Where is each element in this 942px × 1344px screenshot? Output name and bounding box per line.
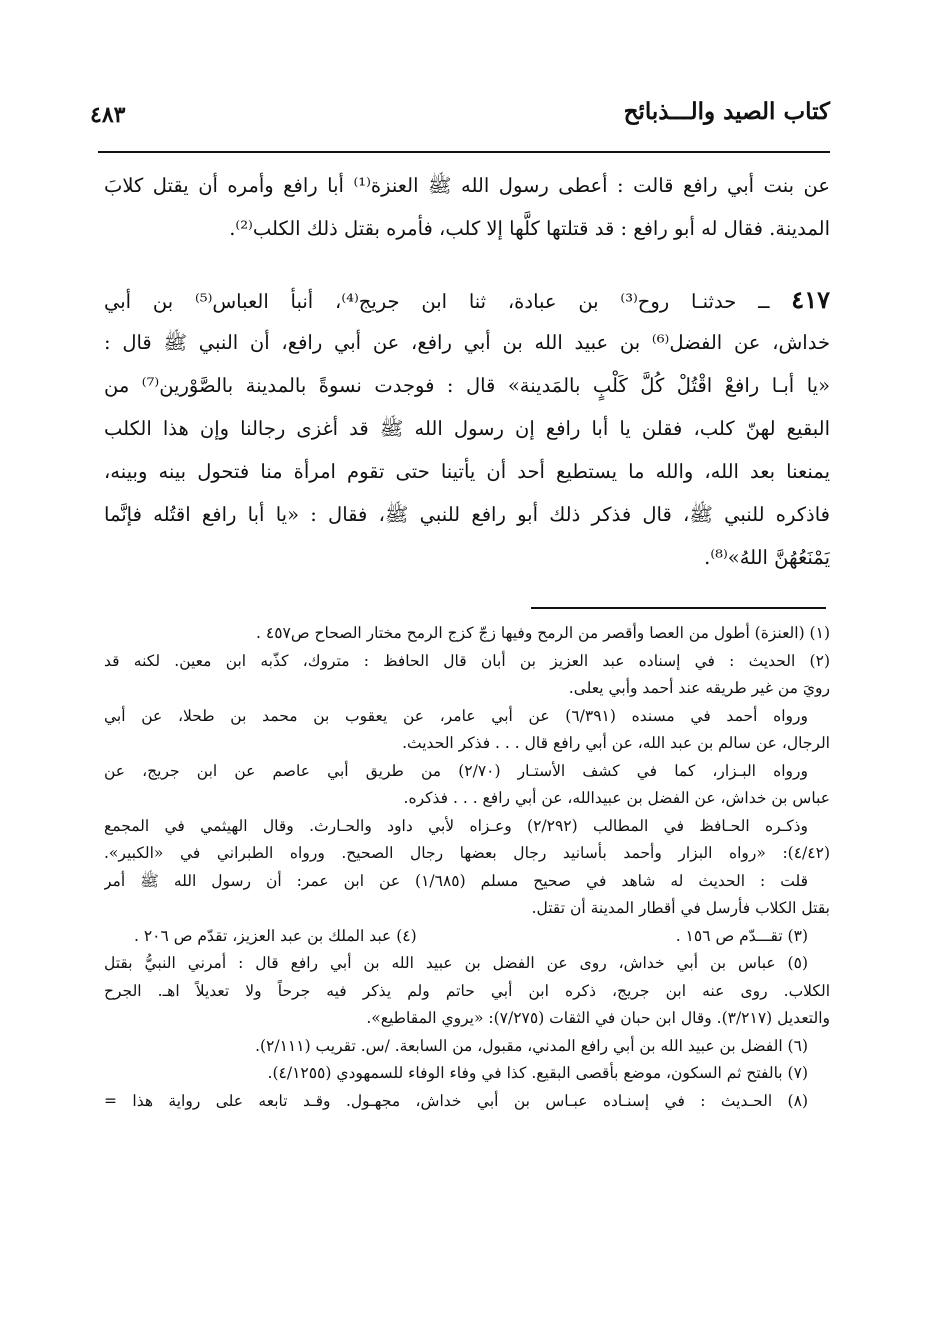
footnote-line: (٥) عباس بن أبي خداش، روى عن الفضل بن عبيد الله بن أبي رافع قال : أمرني النبيُّ بقتل	[104, 954, 808, 972]
text-line: البقيع لهنّ كلب، فقلن يا أبا رافع إن رسول الله ﷺ قد أغزى رجالنا وإن هذا الكلب	[104, 417, 830, 440]
footnote-line: الرجال، عن سالم بن عبد الله، عن أبي رافع قال . . . فذكر الحديث.	[402, 734, 830, 752]
footnote-line: (١) (العنزة) أطول من العصا وأقصر من الرمح وفيها زجّ كزج الرمح مختار الصحاح ص٤٥٧ .	[256, 624, 830, 642]
main-text	[104, 164, 830, 579]
running-title: كتاب الصيد والـــذبائح	[623, 98, 830, 125]
footnote-line: (٦) الفضل بن عبيد الله بن أبي رافع المدني، مقبول، من السابعة. /س. تقريب (٢/١١١).	[255, 1036, 808, 1055]
footnote-pair-line	[104, 923, 830, 951]
hadith-first-line	[104, 278, 830, 321]
footnote-line: بقتل الكلاب فأرسل في أقطار المدينة أن تقتل.	[531, 899, 830, 917]
text-line: عن بنت أبي رافع قالت : أعطى رسول الله ﷺ العنزة⁽¹⁾ أبا رافع وأمره أن يقتل كلابَ	[104, 174, 830, 197]
page-number: ٤٨٣	[90, 102, 126, 128]
text-line: يَمْنَعُهُنَّ اللهُ»⁽⁸⁾.	[704, 546, 830, 569]
footnote-line: (٤/٤٢): «رواه البزار وأحمد بأسانيد رجال بعضها رجال الصحيح. ورواه الطبراني في «الكبير».	[104, 844, 830, 862]
footnote-separator	[531, 607, 826, 609]
footnote-text: (٤) عبد الملك بن عبد العزيز، تقدّم ص ٢٠٦ .	[134, 926, 417, 945]
footnote-line: (٨) الحـديث : في إسنـاده عبـاس بن أبي خداش، مجهـول. وقـد تابعه على رواية هذا =	[104, 1091, 808, 1110]
footnote-line: ورواه البـزار، كما في كشف الأستـار (٢/٧٠) من طريق أبي عاصم عن ابن جريج، عن	[104, 761, 808, 780]
text-line: المدينة. فقال له أبو رافع : قد قتلتها كلَّها إلا كلب، فأمره بقتل ذلك الكلب⁽²⁾.	[229, 217, 830, 240]
footnote-line: عباس بن خداش، عن الفضل بن عبيدالله، عن أبي رافع . . . فذكره.	[403, 789, 830, 807]
footnote-line: قلت : الحديث له شاهد في صحيح مسلم (١/٦٨٥) عن ابن عمر: أن رسول الله ﷺ أمر	[104, 871, 808, 890]
footnote-line: (٧) بالفتح ثم السكون، موضع بأقصى البقيع. كذا في وفاء الوفاء للسمهودي (٤/١٢٥٥).	[267, 1064, 808, 1082]
text-line: فاذكره للنبي ﷺ، قال فذكر ذلك أبو رافع للنبي ﷺ، فقال : «يا أبا رافع اقتُله فإنَّما	[104, 503, 830, 526]
footnote-line: رويَ من غير طريقه عند أحمد وأبي يعلى.	[568, 679, 830, 697]
paragraph-gap	[104, 250, 830, 278]
footnote-line: ورواه أحمد في مسنده (٦/٣٩١) عن أبي عامر، عن يعقوب بن محمد بن طحلا، عن أبي	[104, 706, 809, 725]
text-line: يمنعنا بعد الله، والله ما يستطيع أحد أن يأتينا حتى تقوم امرأة منا فتحول بينه وبينه،	[104, 460, 830, 483]
header-rule	[98, 151, 830, 153]
text-line: «يا أبـا رافعْ اقْتُلْ كُلَّ كَلْبٍ بالمَدينة» قال : فوجدت نسوةً بالمدينة بالصَّوْرين⁽⁷⁾ من	[104, 374, 830, 397]
footnote-line: وذكـره الحـافظ في المطالب (٢/٢٩٢) وعـزاه لأبي داود والحـارث. وقال الهيثمي في المجمع	[104, 816, 809, 835]
page-header	[90, 98, 830, 138]
text-line: خداش، عن الفضل⁽⁶⁾ بن عبيد الله بن أبي رافع، عن أبي رافع، أن النبي ﷺ قال :	[104, 331, 830, 354]
hadith-number: ٤١٧	[791, 285, 830, 314]
footnote-line: (٢) الحديث : في إسناده عبد العزيز بن أبان قال الحافظ : متروك، كذّبه ابن معين. لكنه قد	[104, 651, 830, 670]
footnote-text: (٣) تقـــدّم ص ١٥٦ .	[675, 926, 808, 945]
text-line: ــ حدثنـا روح⁽³⁾ بن عبادة، ثنا ابن جريج⁽⁴⁾، أنبأ العباس⁽⁵⁾ بن أبي	[104, 290, 770, 313]
footnotes	[104, 620, 830, 1115]
footnote-line: والتعديل (٣/٢١٧). وقال ابن حبان في الثقات (٧/٢٧٥): «يروي المقاطيع».	[366, 1009, 830, 1027]
footnote-line: الكلاب. روى عنه ابن جريج، ذكره ابن أبي حاتم ولم يذكر فيه جرحاً ولا تعديلاً اهـ. الجرح	[104, 981, 830, 1000]
